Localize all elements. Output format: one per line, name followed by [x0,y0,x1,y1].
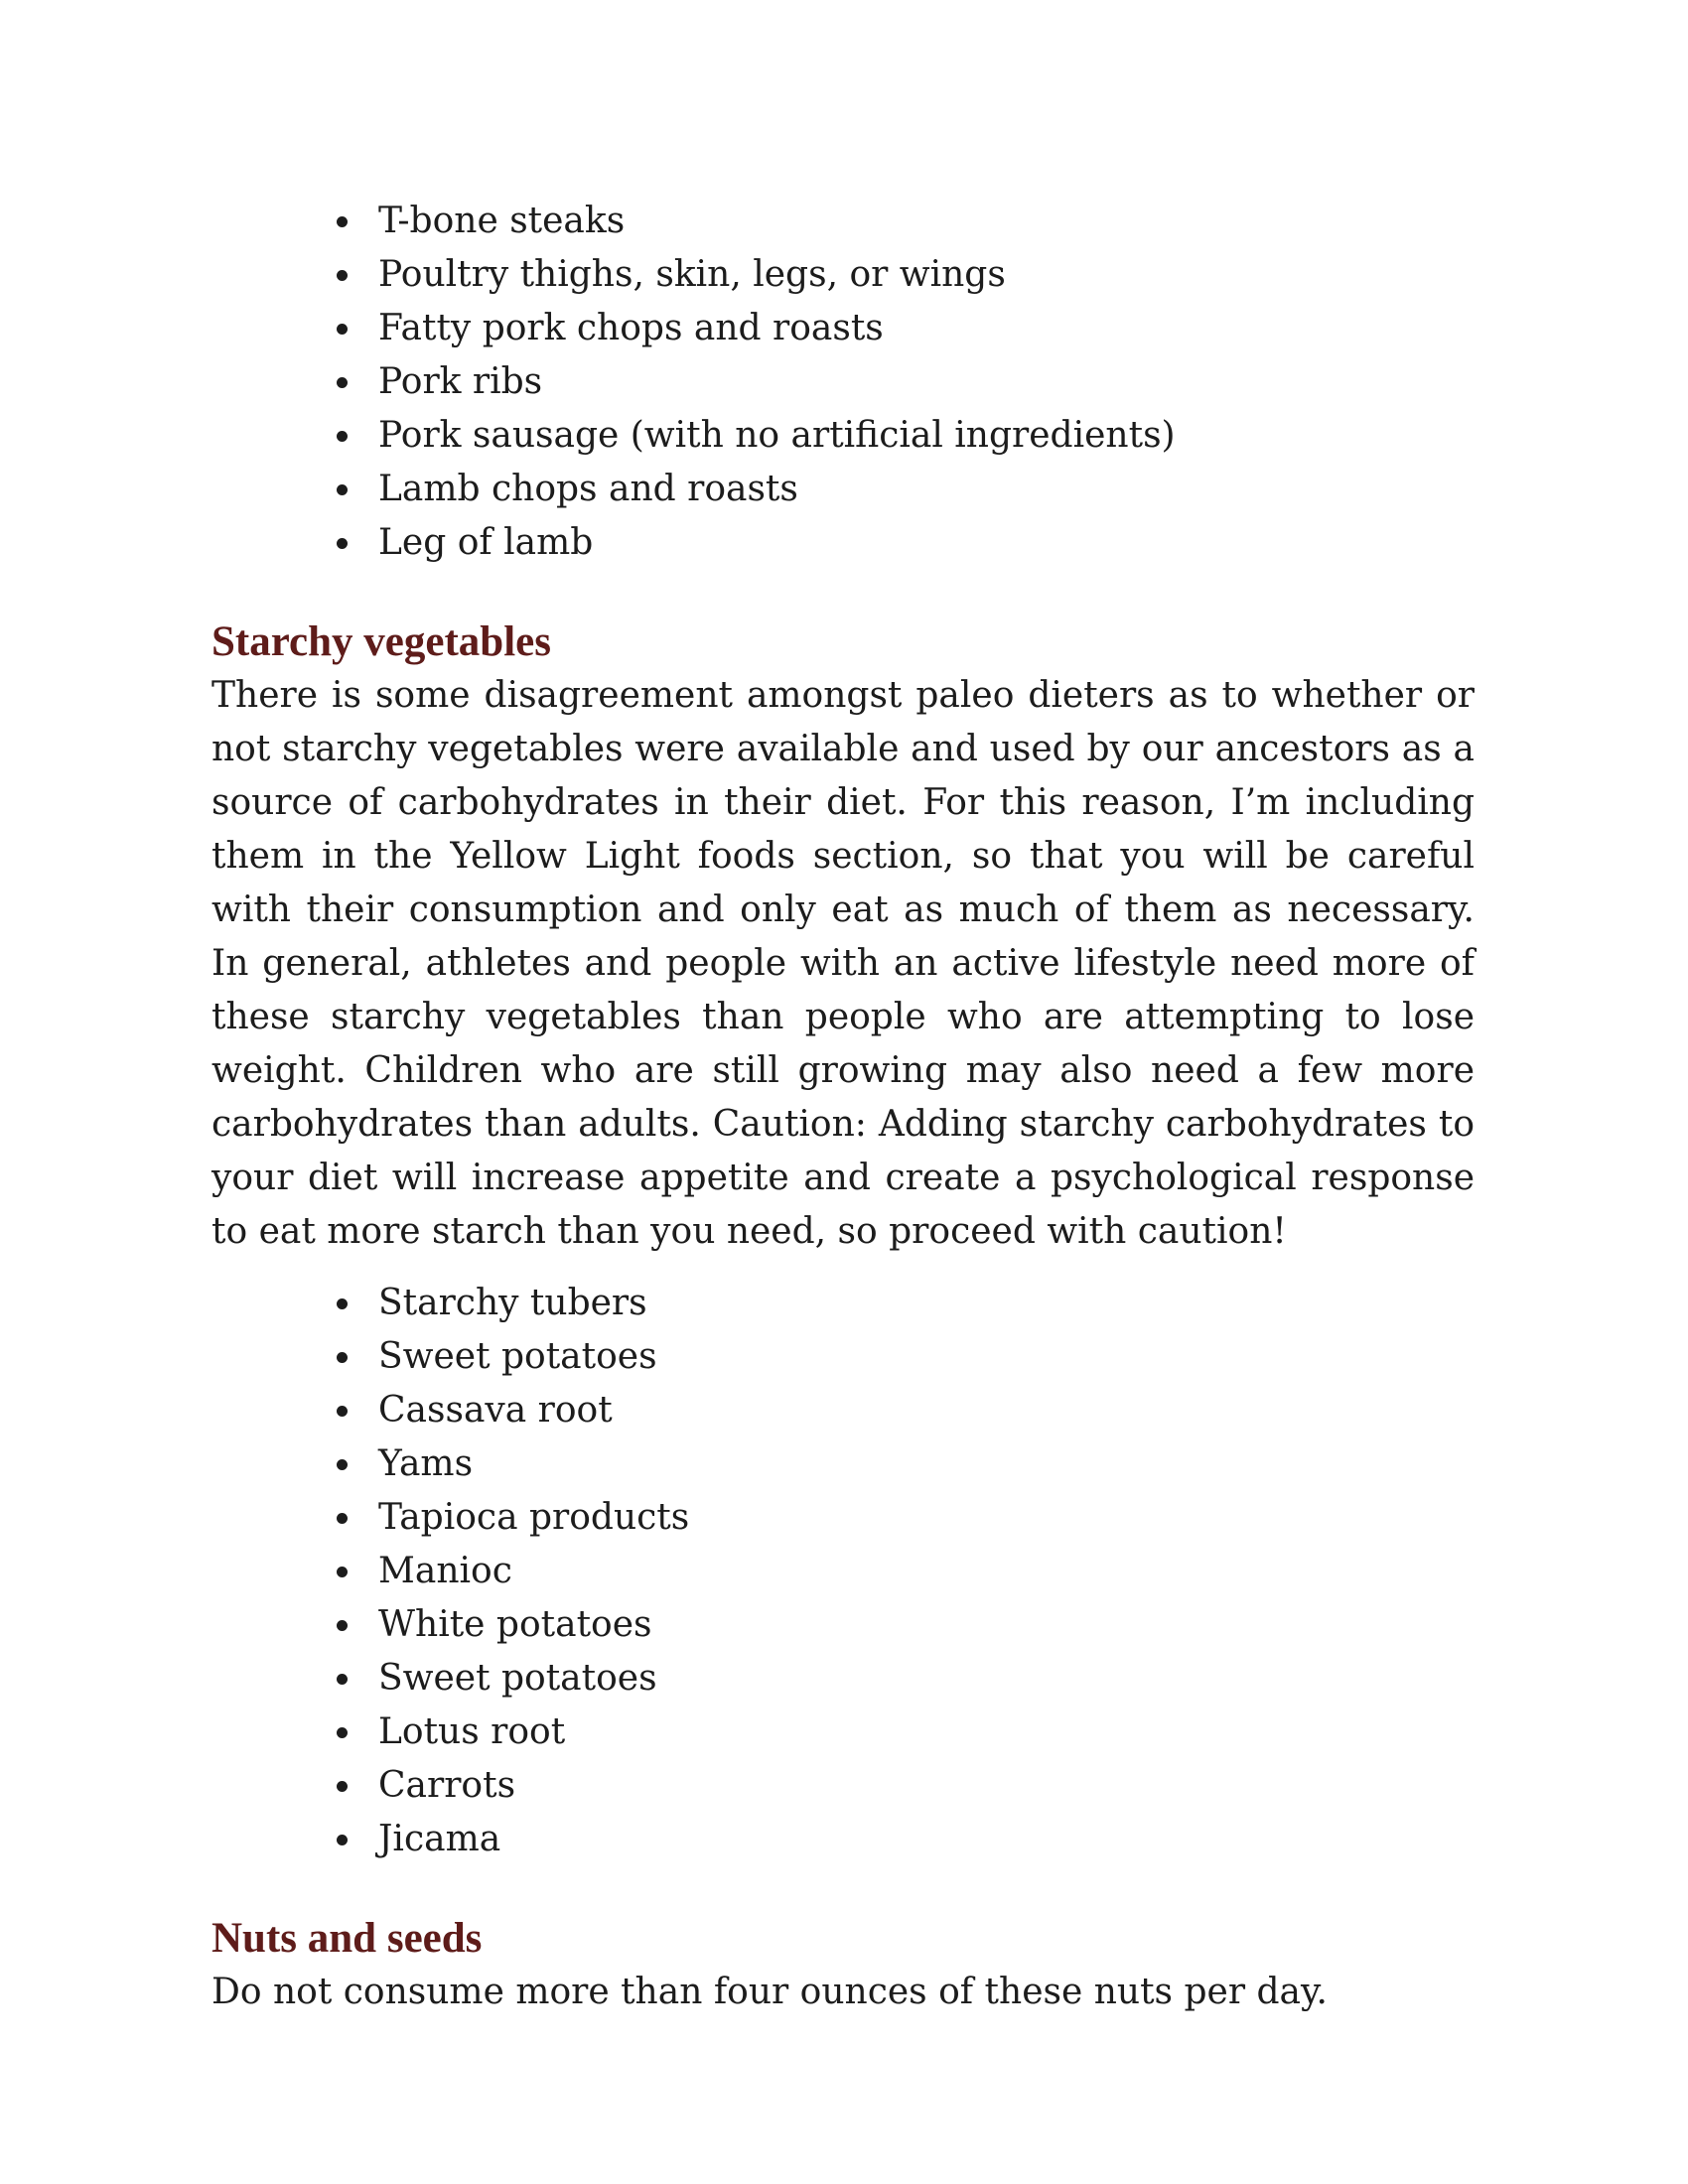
bullet-icon [337,1513,348,1524]
list-item: Poultry thighs, skin, legs, or wings [337,248,1475,302]
bullet-icon [337,1567,348,1577]
bullet-icon [337,1406,348,1417]
bullet-icon [337,1620,348,1631]
bullet-icon [337,1459,348,1470]
list-item: Pork sausage (with no artificial ingredients) [337,409,1475,463]
document-page [211,195,1475,2019]
list-item: Pork ribs [337,355,1475,409]
bullet-icon [337,1781,348,1792]
list-item: Carrots [337,1759,1475,1813]
bullet-icon [337,431,348,442]
bullet-icon [337,216,348,227]
list-item: Leg of lamb [337,516,1475,570]
list-item: Yams [337,1437,1475,1491]
list-item: Tapioca products [337,1491,1475,1545]
bullet-icon [337,1298,348,1309]
starchy-vegetables-paragraph: There is some disagreement amongst paleo dieters as to whether or not starchy vegetables were available and used by our ancestors as a source of carbohydrates in their diet. For this reason, I’m including them in the Yellow Light foods section, so that you will be careful with their consumption and only eat as much of them as necessary. In general, athletes and people with an active lifestyle need more of these starchy vegetables than people who are attempting to lose weight. Children who are still growing may also need a few more carbohydrates than adults. Caution: Adding starchy carbohydrates to your diet will increase appetite and create a psychological response to eat more starch than you need, so proceed with caution! [211,675,1475,1252]
list-item: Sweet potatoes [337,1652,1475,1706]
section-heading-starchy-vegetables: Starchy vegetables [211,618,551,665]
list-item: T-bone steaks [337,195,1475,248]
bullet-icon [337,1727,348,1738]
list-item: Sweet potatoes [337,1330,1475,1384]
bullet-icon [337,1835,348,1845]
list-item: Manioc [337,1545,1475,1598]
list-item: Fatty pork chops and roasts [337,302,1475,355]
bullet-icon [337,484,348,495]
bullet-icon [337,538,348,549]
list-item: Starchy tubers [337,1277,1475,1330]
bullet-icon [337,1674,348,1685]
starchy-vegetables-list [211,1277,1475,1866]
bullet-icon [337,1352,348,1363]
list-item: Lamb chops and roasts [337,463,1475,516]
bullet-icon [337,377,348,388]
list-item: Jicama [337,1813,1475,1866]
list-item: Lotus root [337,1706,1475,1759]
list-item: White potatoes [337,1598,1475,1652]
bullet-icon [337,324,348,335]
nuts-and-seeds-paragraph: Do not consume more than four ounces of these nuts per day. [211,1972,1328,2012]
list-item: Cassava root [337,1384,1475,1437]
meat-list [211,195,1475,570]
section-heading-nuts-and-seeds: Nuts and seeds [211,1915,483,1962]
bullet-icon [337,270,348,281]
